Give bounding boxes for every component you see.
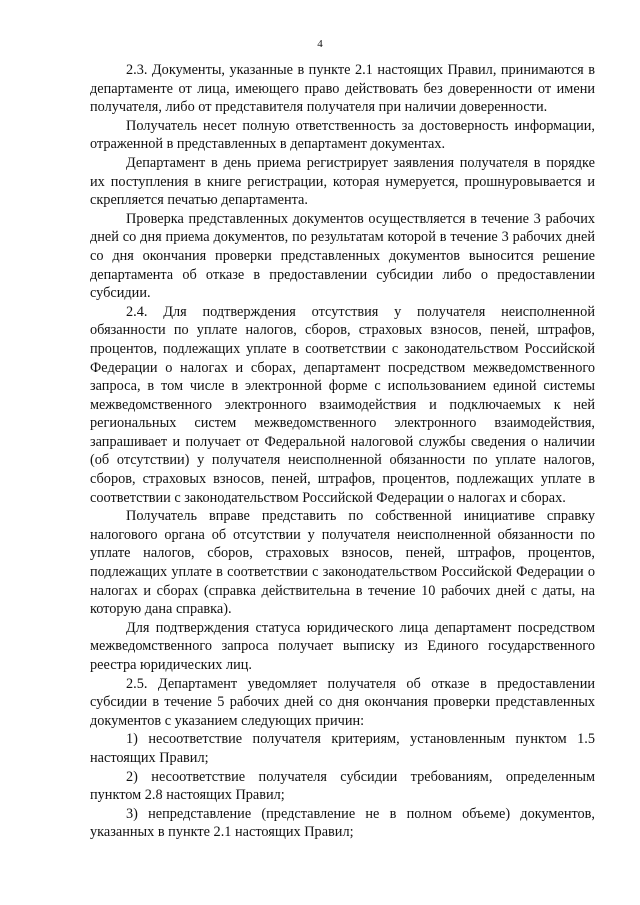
paragraph-registration: Департамент в день приема регистрирует заявления получателя в порядке их поступления в книге регистрации, которая нумеруется, прошнуровывается и скрепляется печатью департамента. <box>90 154 595 209</box>
paragraph-2-3: 2.3. Документы, указанные в пункте 2.1 настоящих Правил, принимаются в департаменте от лица, имеющего право действовать без доверенности от имени получателя, либо от представителя получателя при наличии доверенности. <box>90 62 595 116</box>
paragraph-tax-certificate: Получатель вправе представить по собственной инициативе справку налогового органа об отсутствии у получателя неисполненной обязанности по уплате налогов, сборов, страховых взносов, пеней, штрафов, процентов, подлежащих уплате в соответствии с законодательством Российской Федерации о налогах и сборах (справка действительна в течение 10 рабочих дней с даты, на которую дана справка). <box>90 508 595 618</box>
paragraph-2-5: 2.5. Департамент уведомляет получателя об отказе в предоставлении субсидии в течение 5 рабочих дней со дня окончания проверки представленных документов с указанием следующих причин: <box>90 675 595 729</box>
list-item-3: 3) непредставление (представление не в полном объеме) документов, указанных в пункте 2.1 настоящих Правил; <box>90 805 595 841</box>
document-body <box>90 61 595 842</box>
paragraph-responsibility: Получатель несет полную ответственность за достоверность информации, отраженной в представленных в департамент документах. <box>90 117 595 153</box>
paragraph-2-4: 2.4. Для подтверждения отсутствия у получателя неисполненной обязанности по уплате налогов, сборов, страховых взносов, пеней, штрафов, процентов, подлежащих уплате в соответствии с законодательством Российской Федерации о налогах и сборах, департамент посредством межведомственного запроса, в том числе в электронной форме с использованием единой системы межведомственного электронного взаимодействия и подключаемых к ней региональных систем межведомственного электронного взаимодействия, запрашивает и получает от Федеральной налоговой службы сведения о наличии (об отсутствии) у получателя неисполненной обязанности по уплате налогов, сборов, страховых взносов, пеней, штрафов, процентов, подлежащих уплате в соответствии с законодательством Российской Федерации о налогах и сборах. <box>90 303 595 506</box>
list-item-2: 2) несоответствие получателя субсидии требованиям, определенным пунктом 2.8 настоящих Правил; <box>90 768 595 804</box>
paragraph-verification: Проверка представленных документов осуществляется в течение 3 рабочих дней со дня приема документов, по результатам которой в течение 3 рабочих дней со дня окончания проверки представленных документов выносится решение департамента об отказе в предоставлении субсидии либо о предоставлении субсидии. <box>90 210 595 302</box>
list-item-1: 1) несоответствие получателя критериям, установленным пунктом 1.5 настоящих Правил; <box>90 731 595 766</box>
paragraph-legal-status: Для подтверждения статуса юридического лица департамент посредством межведомственного запроса получает выписку из Единого государственного реестра юридических лиц. <box>90 619 595 673</box>
page-number: 4 <box>317 38 323 50</box>
